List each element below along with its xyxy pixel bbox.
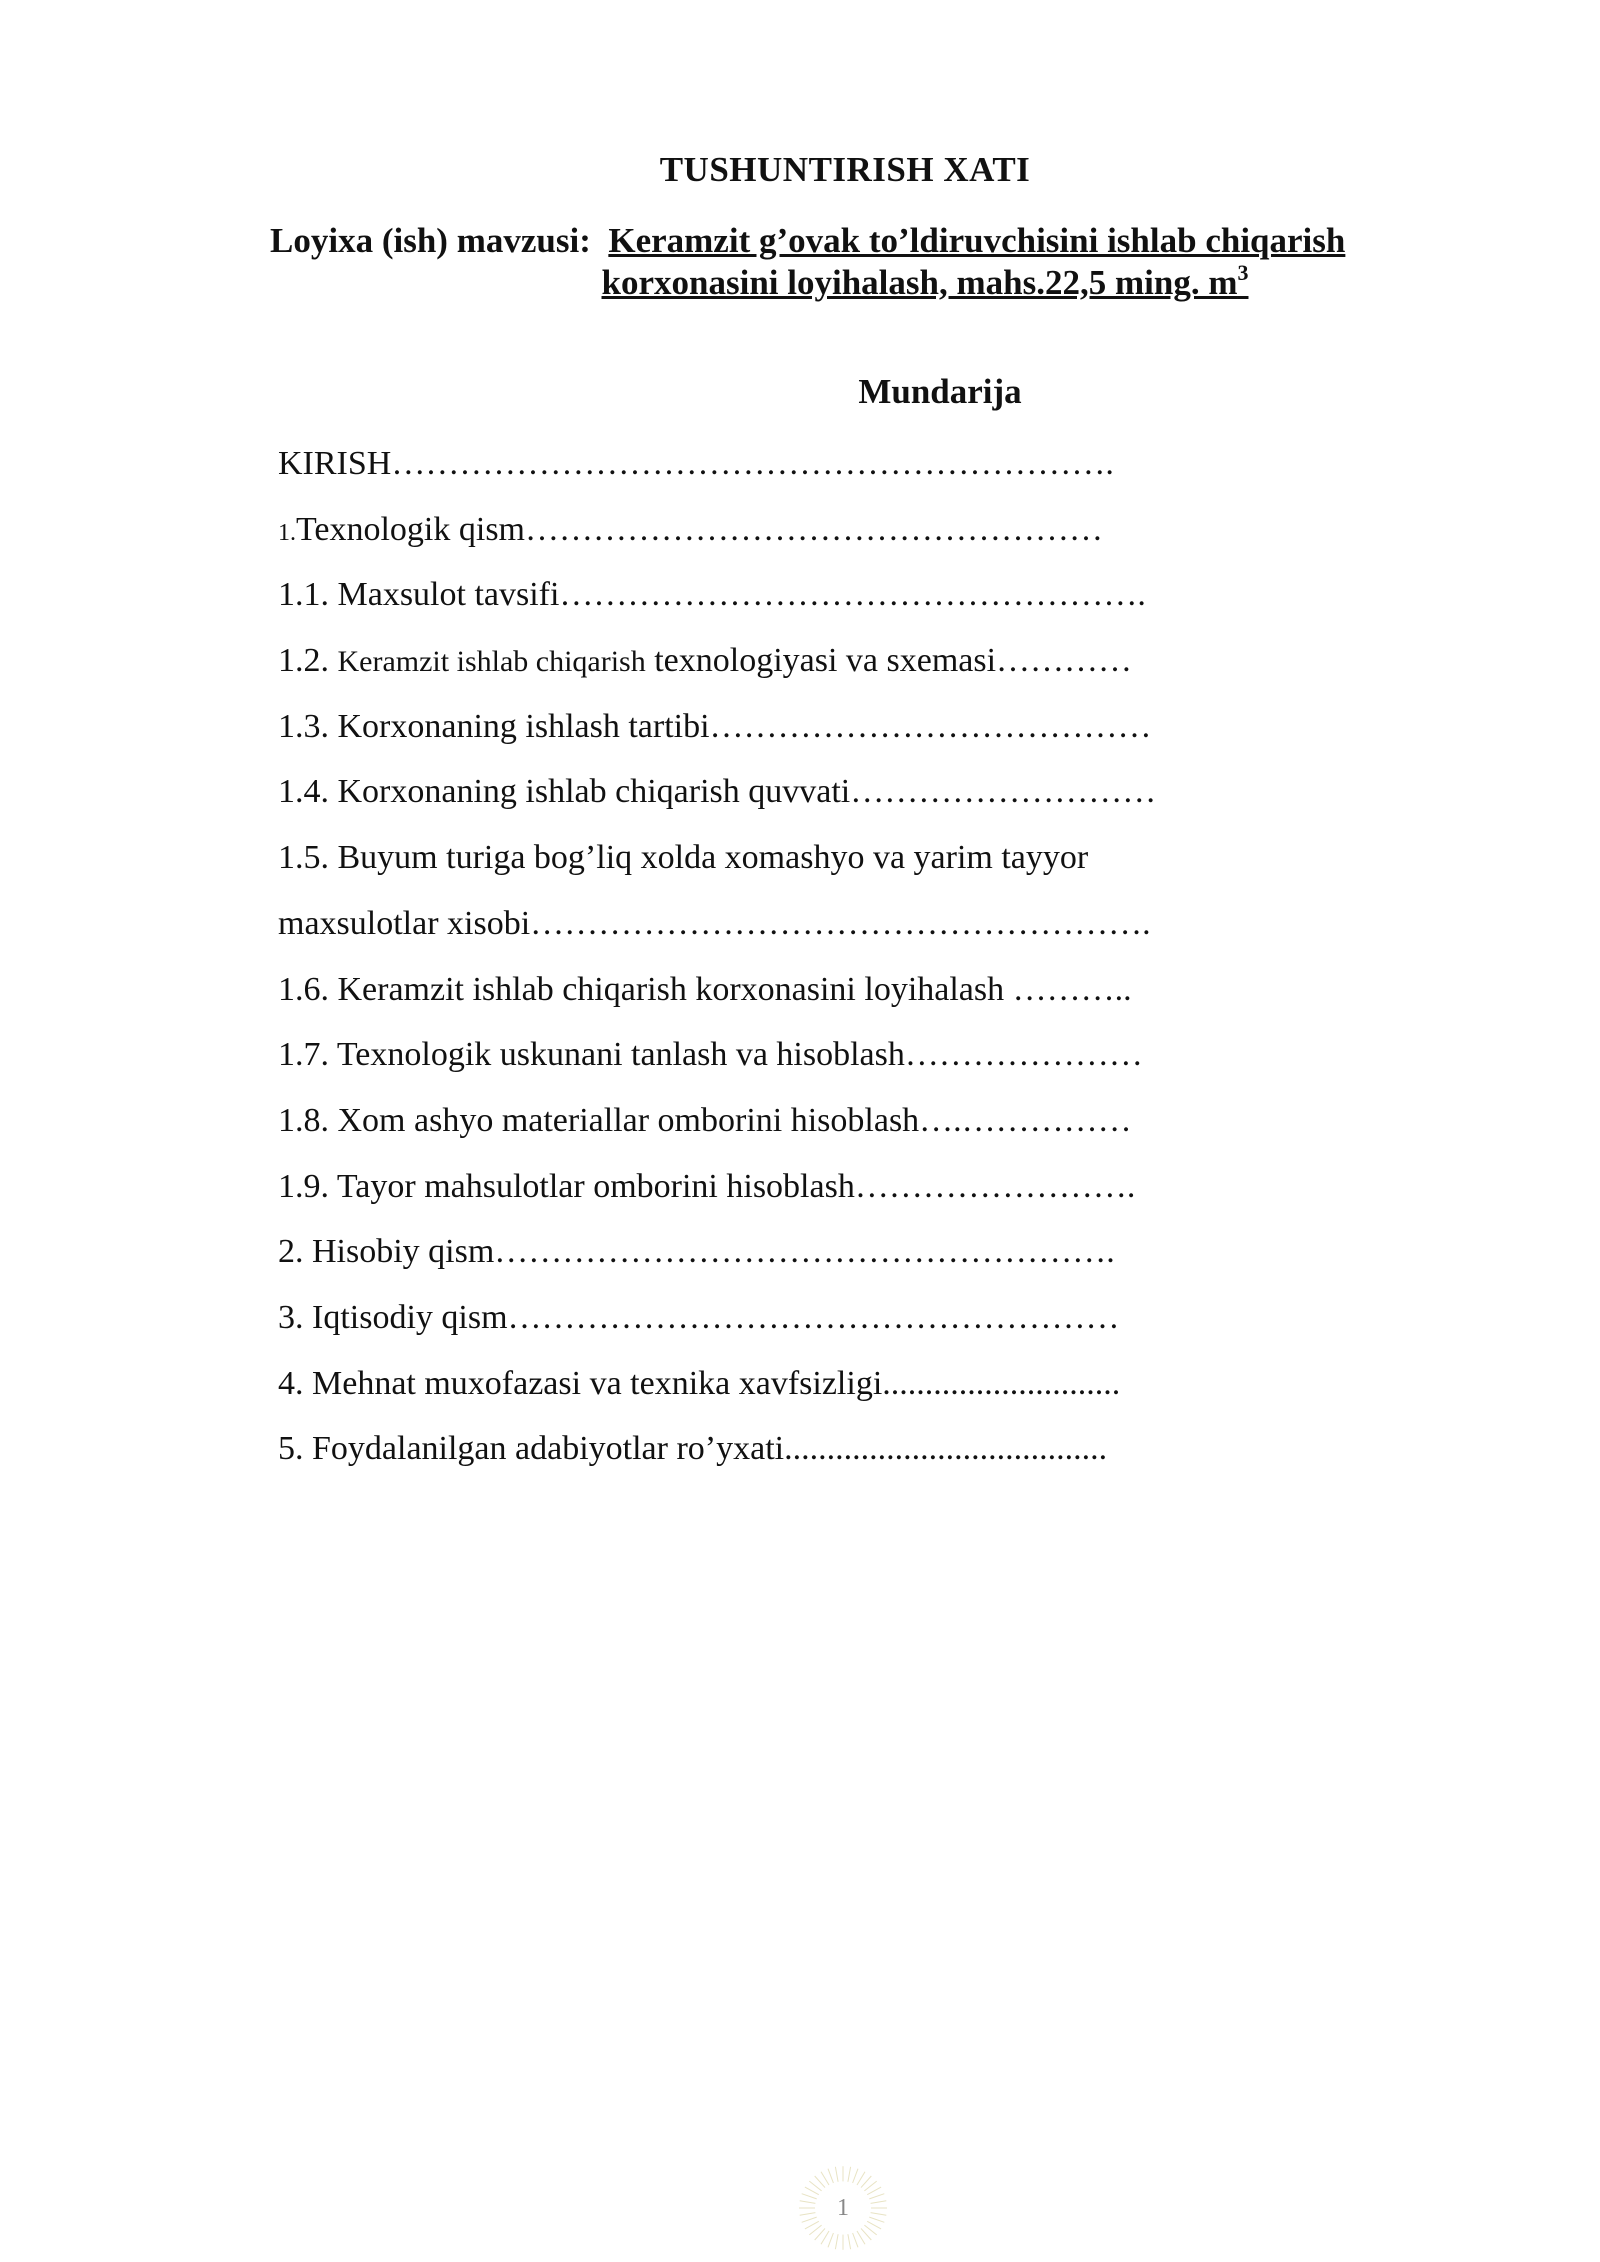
toc-item-1-1[interactable]: 1.1. Maxsulot tavsifi……………………………………………. — [278, 576, 1146, 614]
contents-heading: Mundarija — [858, 372, 1022, 411]
topic-title-line-1: Keramzit g’ovak to’ldiruvchisini ishlab chiqarish — [608, 221, 1346, 260]
toc-item-1-number: 1. — [278, 519, 296, 546]
page-number: 1 — [837, 2195, 849, 2221]
toc-item-kirish[interactable]: KIRISH………………………………………………………. — [278, 445, 1114, 482]
toc-item-1-5[interactable]: 1.5. Buyum turiga bog’liq xolda xomashyo va yarim tayyor — [278, 839, 1089, 877]
toc-item-1[interactable]: 1.Texnologik qism…………………………………………… — [278, 510, 1104, 548]
toc-item-1-5-cont[interactable]: maxsulotlar xisobi………………………………………………. — [278, 904, 1151, 942]
topic-line-2 — [270, 262, 1480, 304]
toc-item-1-7[interactable]: 1.7. Texnologik uskunani tanlash va hisoblash………………… — [278, 1036, 1143, 1074]
document-title: TUSHUNTIRISH XATI — [659, 150, 1031, 189]
toc-item-1-6[interactable]: 1.6. Keramzit ishlab chiqarish korxonasini loyihalash ……….. — [278, 970, 1132, 1008]
toc-item-1-8[interactable]: 1.8. Xom ashyo materiallar omborini hisoblash….…………… — [278, 1101, 1132, 1139]
toc-item-1-4[interactable]: 1.4. Korxonaning ishlab chiqarish quvvati……………………… — [278, 773, 1157, 811]
toc-item-1-3[interactable]: 1.3. Korxonaning ishlash tartibi………………………………… — [278, 707, 1152, 745]
project-topic — [270, 220, 1480, 304]
table-of-contents — [278, 440, 1338, 1491]
topic-line-1 — [270, 220, 1480, 262]
topic-label: Loyixa (ish) mavzusi: — [270, 221, 591, 260]
toc-item-4[interactable]: 4. Mehnat muxofazasi va texnika xavfsizligi............................ — [278, 1364, 1121, 1402]
toc-item-1-2[interactable]: 1.2. Keramzit ishlab chiqarish texnologiyasi va sxemasi………… — [278, 642, 1133, 680]
topic-superscript: 3 — [1237, 260, 1249, 285]
page-number-badge — [778, 2158, 908, 2258]
topic-title-line-2: korxonasini loyihalash, mahs.22,5 ming. m — [601, 263, 1238, 302]
toc-item-1-9[interactable]: 1.9. Tayor mahsulotlar omborini hisoblash……………………. — [278, 1167, 1136, 1205]
toc-item-2[interactable]: 2. Hisobiy qism………………………………………………. — [278, 1233, 1115, 1271]
toc-item-5[interactable]: 5. Foydalanilgan adabiyotlar ro’yxati...................................... — [278, 1430, 1108, 1468]
toc-item-3[interactable]: 3. Iqtisodiy qism……………………………………………… — [278, 1298, 1120, 1336]
